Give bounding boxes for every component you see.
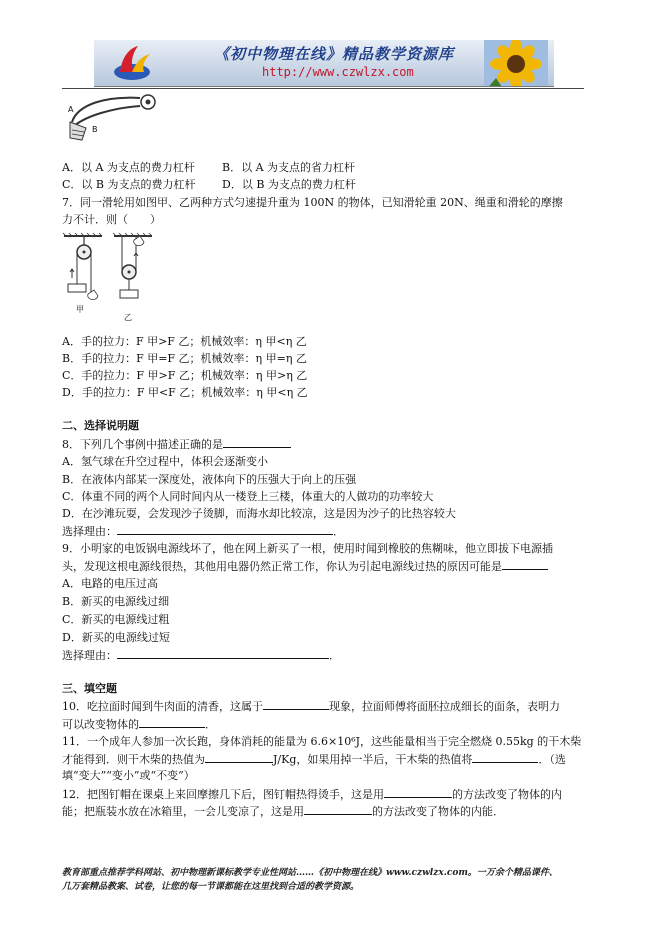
q7-option-c: C．手的拉力：F 甲>F 乙；机械效率：η 甲>η 乙 bbox=[62, 369, 308, 382]
q11-text-2a: 才能得到．则干木柴的热值为 bbox=[62, 753, 205, 766]
page-footer bbox=[62, 866, 592, 894]
q10-line-2 bbox=[62, 716, 216, 732]
pulley-label-jia: 甲 bbox=[76, 305, 84, 314]
q12-line-2 bbox=[62, 803, 504, 819]
q12-line-1 bbox=[62, 786, 562, 802]
q8-reason-label: 选择理由： bbox=[62, 525, 117, 538]
pulley-figure bbox=[62, 232, 158, 326]
q10-blank-1[interactable] bbox=[263, 698, 329, 710]
q9-option-b: B．新买的电源线过细 bbox=[62, 595, 170, 608]
q6-option-row-1 bbox=[62, 160, 355, 175]
q10-text-1b: 现象，拉面师傅将面胚拉成细长的面条，表明力 bbox=[329, 700, 560, 713]
q7-option-a: A．手的拉力：F 甲>F 乙；机械效率：η 甲<η 乙 bbox=[62, 335, 307, 348]
q12-blank-2[interactable] bbox=[304, 803, 372, 815]
q7-option-b: B．手的拉力：F 甲=F 乙；机械效率：η 甲=η 乙 bbox=[62, 352, 307, 365]
q9-answer-blank[interactable] bbox=[502, 558, 548, 570]
q11-line-2 bbox=[62, 751, 566, 767]
header-rule bbox=[62, 88, 584, 89]
lever-figure bbox=[66, 92, 162, 144]
q8-stem-line bbox=[62, 436, 291, 452]
q7-stem-1: 7．同一滑轮用如图甲、乙两种方式匀速提升重为 100N 的物体，已知滑轮重 20N、绳重和滑轮的摩擦 bbox=[62, 196, 563, 209]
q8-option-d: D．在沙滩玩耍，会发现沙子烫脚，而海水却比较凉，这是因为沙子的比热容较大 bbox=[62, 507, 456, 520]
q10-text-1a: 10．吃拉面时闻到牛肉面的清香，这属于 bbox=[62, 700, 263, 713]
q8-reason-line: 选择理由： ． bbox=[62, 525, 344, 538]
footer-line-1: 教育部重点推荐学科网站、初中物理新课标教学专业性网站……《初中物理在线》www.czwlzx.com。一万余个精品课件、 bbox=[62, 868, 558, 878]
q11-text-2c: ．（选 bbox=[538, 753, 566, 766]
footer-line-2: 几万套精品教案、试卷，让您的每一节课都能在这里找到合适的教学资源。 bbox=[62, 882, 360, 892]
header-url: http://www.czwlzx.com bbox=[262, 65, 414, 79]
q8-option-b: B．在液体内部某一深度处，液体向下的压强大于向上的压强 bbox=[62, 473, 357, 486]
q9-stem-2: 头，发现这根电源线很热，其他用电器仍然正常工作，你认为引起电源线过热的原因可能是 bbox=[62, 560, 502, 573]
q10-text-2a: 可以改变物体的 bbox=[62, 718, 139, 731]
lever-label-b: B bbox=[92, 125, 98, 134]
q6-option-a: A．以 A 为支点的费力杠杆 bbox=[62, 161, 195, 174]
q9-option-a: A．电路的电压过高 bbox=[62, 577, 158, 590]
q12-text-1a: 12．把图钉帽在课桌上来回摩擦几下后，图钉帽热得烫手，这是用 bbox=[62, 788, 384, 801]
q6-option-d: D．以 B 为支点的费力杠杆 bbox=[222, 178, 356, 191]
q12-text-1b: 的方法改变了物体的内 bbox=[452, 788, 562, 801]
pulley-label-yi: 乙 bbox=[124, 313, 132, 322]
q9-stem-line-2 bbox=[62, 558, 548, 574]
q12-text-2b: 的方法改变了物体的内能． bbox=[372, 805, 504, 818]
site-logo-icon bbox=[112, 42, 152, 84]
q10-text-2b: ． bbox=[205, 718, 216, 731]
q11-line-1: 11．一个成年人参加一次长跑，身体消耗的能量为 6.6×10⁶J，这些能量相当于完全燃烧 0.55kg 的干木柴 bbox=[62, 735, 582, 748]
q8-option-c: C．体重不同的两个人同时间内从一楼登上三楼，体重大的人做功的功率较大 bbox=[62, 490, 434, 503]
q8-reason-blank[interactable] bbox=[117, 523, 333, 535]
q9-reason-label: 选择理由： bbox=[62, 649, 117, 662]
q8-stem: 8．下列几个事例中描述正确的是 bbox=[62, 438, 223, 451]
q9-reason-line: 选择理由： ． bbox=[62, 649, 340, 662]
section-2-heading: 二、选择说明题 bbox=[62, 419, 139, 432]
q9-reason-blank[interactable] bbox=[117, 647, 329, 659]
q11-blank-2[interactable] bbox=[472, 751, 538, 763]
q8-option-a: A．氢气球在升空过程中，体积会逐渐变小 bbox=[62, 455, 268, 468]
q10-blank-2[interactable] bbox=[139, 716, 205, 728]
q11-line-3: 填“变大”“变小”或“不变”） bbox=[62, 769, 195, 782]
lever-label-a: A bbox=[68, 105, 74, 114]
header-title: 《初中物理在线》精品教学资源库 bbox=[214, 45, 455, 63]
header-banner bbox=[94, 40, 554, 87]
q12-text-2a: 能；把瓶装水放在冰箱里，一会儿变凉了，这是用 bbox=[62, 805, 304, 818]
section-3-heading: 三、填空题 bbox=[62, 682, 117, 695]
q11-text-2b: J/Kg，如果用掉一半后，干木柴的热值将 bbox=[273, 753, 473, 766]
q10-line-1 bbox=[62, 698, 560, 714]
q8-answer-blank[interactable] bbox=[223, 436, 291, 448]
q11-blank-1[interactable] bbox=[205, 751, 273, 763]
q6-option-row-2 bbox=[62, 177, 356, 192]
q9-option-d: D．新买的电源线过短 bbox=[62, 631, 170, 644]
q6-option-c: C．以 B 为支点的费力杠杆 bbox=[62, 178, 196, 191]
q9-stem-1: 9．小明家的电饭锅电源线坏了，他在网上新买了一根，使用时闻到橡胶的焦糊味，他立即拔下电源插 bbox=[62, 542, 553, 555]
sunflower-icon bbox=[484, 40, 548, 87]
q12-blank-1[interactable] bbox=[384, 786, 452, 798]
q7-option-d: D．手的拉力：F 甲<F 乙；机械效率：η 甲<η 乙 bbox=[62, 386, 308, 399]
q6-option-b: B．以 A 为支点的省力杠杆 bbox=[222, 161, 356, 174]
q9-option-c: C．新买的电源线过粗 bbox=[62, 613, 170, 626]
q7-stem-2: 力不计．则（ ） bbox=[62, 213, 161, 226]
